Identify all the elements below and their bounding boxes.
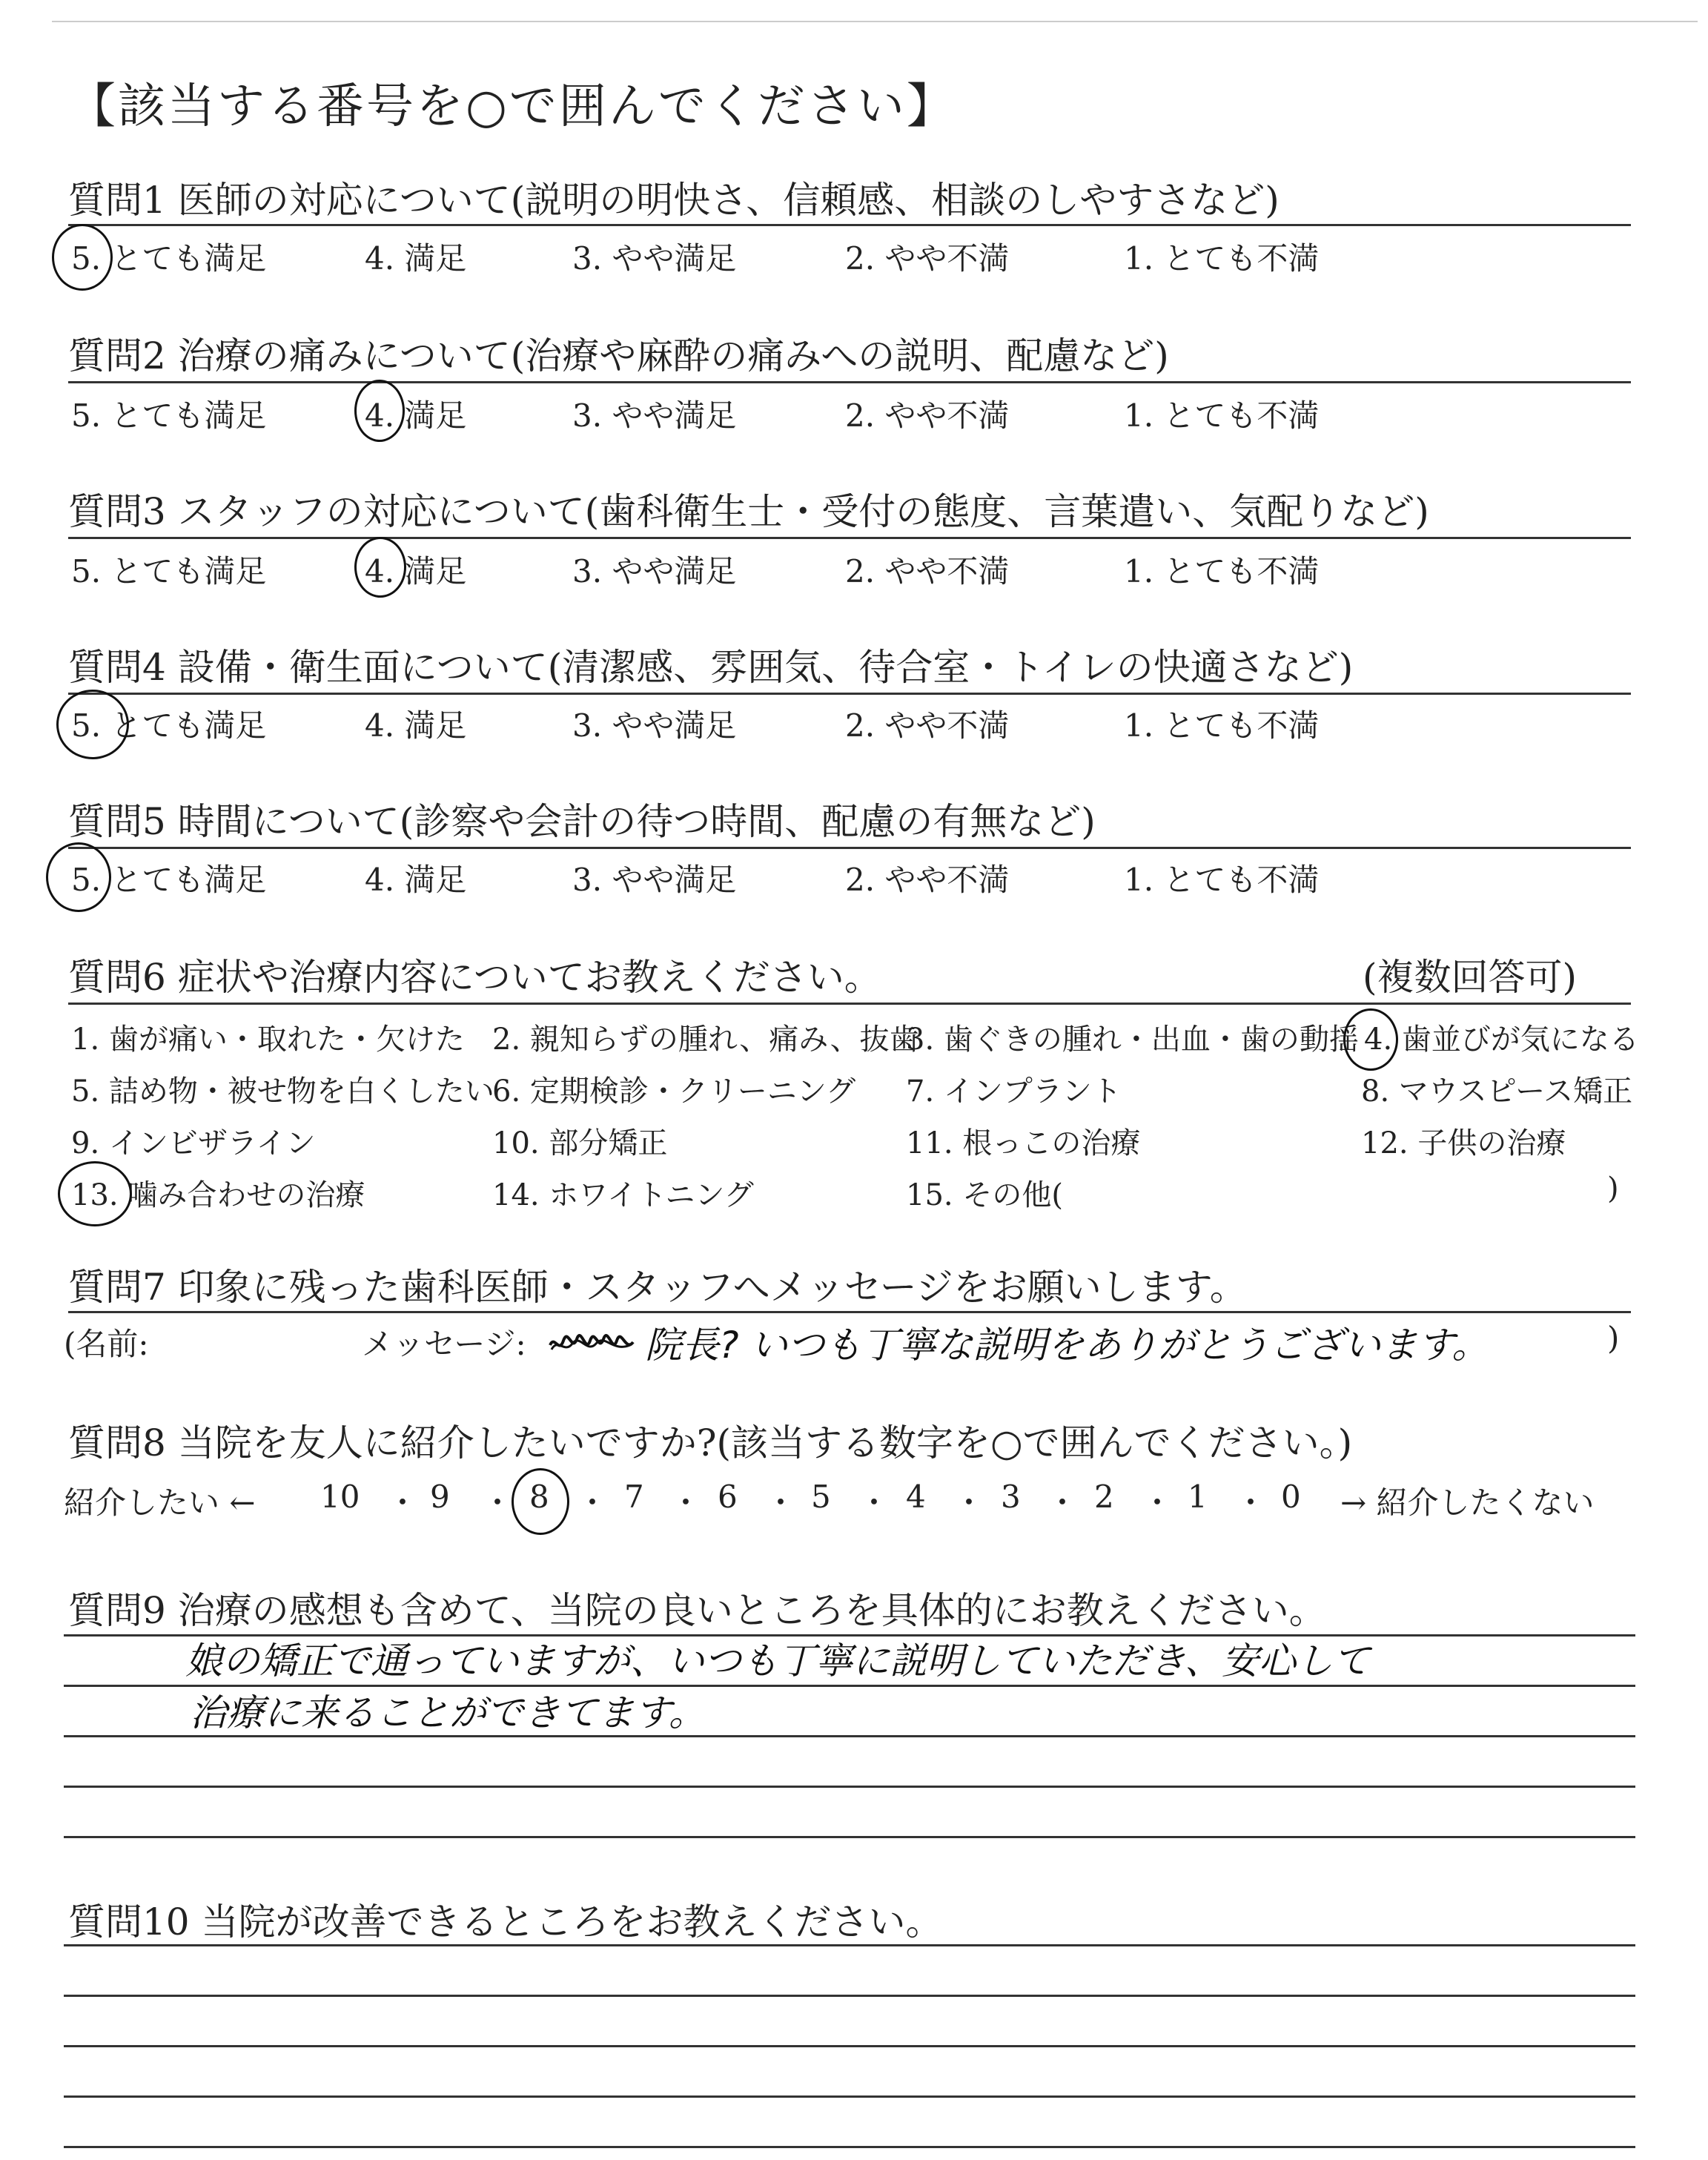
q6-item-15[interactable]: 15. その他( — [906, 1178, 1063, 1212]
q6-selection-circle-4 — [1343, 1008, 1398, 1071]
q6-item-9[interactable]: 9. インビザライン — [71, 1126, 316, 1160]
page-title: 【該当する番号を○で囲んでください】 — [68, 79, 956, 134]
q8-scale-3[interactable]: 3 — [1001, 1479, 1021, 1515]
q6-item-5[interactable]: 5. 詰め物・被せ物を白くしたい — [71, 1074, 494, 1109]
q2-option-4[interactable]: 4. 満足 — [365, 397, 467, 434]
crossed-out-scribble — [547, 1329, 636, 1358]
q6-item-10[interactable]: 10. 部分矯正 — [492, 1126, 668, 1160]
q8-scale-2[interactable]: 2 — [1094, 1479, 1114, 1515]
q3-option-5[interactable]: 5. とても満足 — [71, 553, 267, 589]
q7-close-paren: ) — [1607, 1320, 1620, 1356]
q8-scale-8[interactable]: 8 — [529, 1479, 549, 1515]
q3-selection-circle — [354, 537, 406, 598]
q7-handwritten-message: 院長? いつも丁寧な説明をありがとうございます。 — [645, 1324, 1489, 1367]
q4-option-5[interactable]: 5. とても満足 — [71, 707, 267, 744]
q10-answer-line-2 — [64, 1995, 1635, 1997]
q8-separator-dot: ・ — [1047, 1484, 1079, 1521]
q9-handwritten-answer-line-1: 娘の矯正で通っていますが、いつも丁寧に説明していただき、安心して — [185, 1639, 1370, 1682]
q5-option-1[interactable]: 1. とても不満 — [1124, 862, 1320, 898]
q2-selection-circle — [354, 380, 405, 442]
q6-item-15-close: ) — [1607, 1172, 1619, 1206]
q6-item-14[interactable]: 14. ホワイトニング — [492, 1178, 754, 1212]
question-4-label: 質問4 設備・衛生面について(清潔感、雰囲気、待合室・トイレの快適さなど) — [68, 646, 1354, 689]
question-3-label: 質問3 スタッフの対応について(歯科衛生士・受付の態度、言葉遣い、気配りなど) — [68, 490, 1429, 533]
q8-scale-0[interactable]: 0 — [1281, 1479, 1301, 1515]
q8-left-label: 紹介したい ← — [64, 1484, 256, 1521]
q4-option-2[interactable]: 2. やや不満 — [845, 707, 1010, 744]
q5-option-4[interactable]: 4. 満足 — [365, 862, 467, 898]
question-5-label: 質問5 時間について(診察や会計の待つ時間、配慮の有無など) — [68, 800, 1096, 843]
q6-item-3[interactable]: 3. 歯ぐきの腫れ・出血・歯の動揺 — [906, 1023, 1359, 1057]
question-1-rule — [68, 224, 1631, 226]
question-2-label: 質問2 治療の痛みについて(治療や麻酔の痛みへの説明、配慮など) — [68, 334, 1169, 377]
q6-item-11[interactable]: 11. 根っこの治療 — [906, 1126, 1141, 1160]
q8-scale-9[interactable]: 9 — [430, 1479, 450, 1515]
q2-option-3[interactable]: 3. やや満足 — [572, 397, 737, 434]
question-4-rule — [68, 693, 1631, 695]
q8-separator-dot: ・ — [1235, 1484, 1267, 1521]
question-9-label: 質問9 治療の感想も含めて、当院の良いところを具体的にお教えください。 — [68, 1589, 1326, 1632]
q5-option-3[interactable]: 3. やや満足 — [572, 862, 737, 898]
q8-scale-5[interactable]: 5 — [811, 1479, 831, 1515]
question-10-label: 質問10 当院が改善できるところをお教えください。 — [68, 1900, 943, 1943]
q6-item-7[interactable]: 7. インプラント — [906, 1074, 1122, 1109]
q2-option-2[interactable]: 2. やや不満 — [845, 397, 1010, 434]
q8-scale-6[interactable]: 6 — [718, 1479, 738, 1515]
q6-item-8[interactable]: 8. マウスピース矯正 — [1361, 1074, 1633, 1109]
q8-separator-dot: ・ — [858, 1484, 890, 1521]
q8-separator-dot: ・ — [577, 1484, 609, 1521]
q8-separator-dot: ・ — [953, 1484, 985, 1521]
q8-scale-7[interactable]: 7 — [624, 1479, 644, 1515]
q8-separator-dot: ・ — [387, 1484, 419, 1521]
q8-separator-dot: ・ — [670, 1484, 702, 1521]
q9-answer-line-5 — [64, 1836, 1635, 1838]
q8-scale-10[interactable]: 10 — [320, 1479, 360, 1515]
q6-item-13[interactable]: 13. 噛み合わせの治療 — [71, 1178, 365, 1212]
q3-option-4[interactable]: 4. 満足 — [365, 553, 467, 589]
q10-answer-line-1 — [64, 1944, 1635, 1946]
question-8-label: 質問8 当院を友人に紹介したいですか?(該当する数字を○で囲んでください。) — [68, 1421, 1353, 1464]
question-6-note: (複数回答可) — [1363, 956, 1578, 999]
q6-item-6[interactable]: 6. 定期検診・クリーニング — [492, 1074, 856, 1109]
q9-answer-line-4 — [64, 1786, 1635, 1788]
q6-item-12[interactable]: 12. 子供の治療 — [1361, 1126, 1566, 1160]
q3-option-1[interactable]: 1. とても不満 — [1124, 553, 1320, 589]
q8-separator-dot: ・ — [482, 1484, 514, 1521]
question-5-rule — [68, 847, 1631, 849]
q4-option-1[interactable]: 1. とても不満 — [1124, 707, 1320, 744]
q6-item-1[interactable]: 1. 歯が痛い・取れた・欠けた — [71, 1023, 465, 1057]
q1-option-3[interactable]: 3. やや満足 — [572, 240, 737, 277]
q4-option-3[interactable]: 3. やや満足 — [572, 707, 737, 744]
q6-item-2[interactable]: 2. 親知らずの腫れ、痛み、抜歯 — [492, 1023, 919, 1057]
q1-option-2[interactable]: 2. やや不満 — [845, 240, 1010, 277]
q8-separator-dot: ・ — [1142, 1484, 1174, 1521]
q10-answer-line-5 — [64, 2146, 1635, 2148]
q8-right-label: → 紹介したくない — [1340, 1484, 1595, 1521]
q6-item-4[interactable]: 4. 歯並びが気になる — [1364, 1023, 1639, 1057]
q7-name-label: (名前: — [64, 1326, 149, 1362]
q3-option-2[interactable]: 2. やや不満 — [845, 553, 1010, 589]
q8-selection-circle — [512, 1468, 569, 1535]
question-2-rule — [68, 381, 1631, 383]
top-border — [52, 21, 1698, 22]
q1-option-4[interactable]: 4. 満足 — [365, 240, 467, 277]
question-1-label: 質問1 医師の対応について(説明の明快さ、信頼感、相談のしやすさなど) — [68, 179, 1280, 222]
q1-option-1[interactable]: 1. とても不満 — [1124, 240, 1320, 277]
question-3-rule — [68, 537, 1631, 539]
q2-option-5[interactable]: 5. とても満足 — [71, 397, 267, 434]
q9-handwritten-answer-line-2: 治療に来ることができてます。 — [190, 1691, 706, 1734]
q8-scale-1[interactable]: 1 — [1188, 1479, 1208, 1515]
question-7-rule — [68, 1311, 1631, 1313]
q8-scale-4[interactable]: 4 — [906, 1479, 926, 1515]
q1-option-5[interactable]: 5. とても満足 — [71, 240, 267, 277]
q5-selection-circle — [46, 842, 111, 912]
question-6-rule — [68, 1003, 1631, 1005]
q4-option-4[interactable]: 4. 満足 — [365, 707, 467, 744]
q7-message-label: メッセージ: — [362, 1326, 526, 1362]
question-7-label: 質問7 印象に残った歯科医師・スタッフへメッセージをお願いします。 — [68, 1266, 1247, 1309]
q3-option-3[interactable]: 3. やや満足 — [572, 553, 737, 589]
question-6-label: 質問6 症状や治療内容についてお教えください。 — [68, 956, 881, 999]
q6-selection-circle-13 — [58, 1161, 132, 1226]
q5-option-2[interactable]: 2. やや不満 — [845, 862, 1010, 898]
q2-option-1[interactable]: 1. とても不満 — [1124, 397, 1320, 434]
q5-option-5[interactable]: 5. とても満足 — [71, 862, 267, 898]
q4-selection-circle — [56, 690, 129, 759]
q8-separator-dot: ・ — [765, 1484, 797, 1521]
q1-selection-circle — [52, 224, 113, 291]
q10-answer-line-3 — [64, 2045, 1635, 2047]
q10-answer-line-4 — [64, 2095, 1635, 2098]
